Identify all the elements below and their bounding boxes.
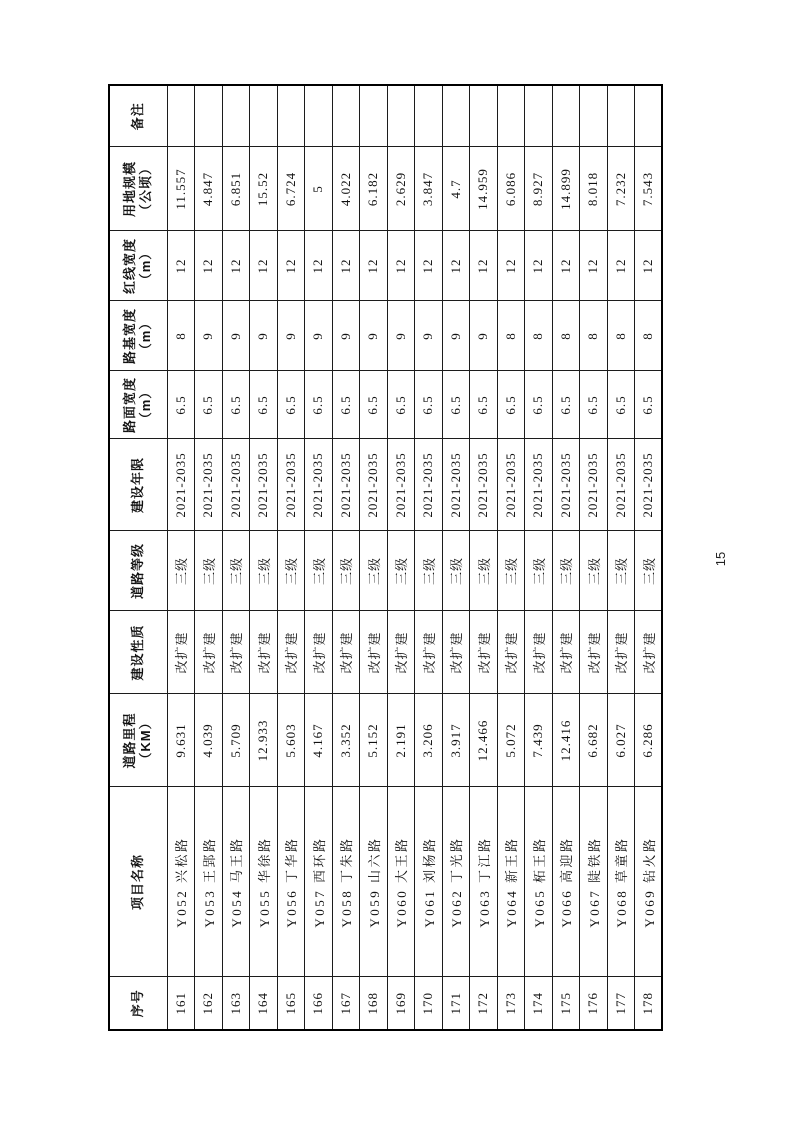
table-cell-construction-nature: 改扩建 [525,611,553,694]
column-header-land-area [109,147,167,231]
column-header-unit: （m） [138,384,154,426]
table-cell-construction-nature: 改扩建 [552,611,580,694]
table-cell-pavement-width: 6.5 [415,371,443,439]
table-cell-land-area: 4.7 [442,147,470,231]
table-cell-construction-nature: 改扩建 [387,611,415,694]
table-cell-remarks [635,85,663,147]
table-cell-road-mileage: 2.191 [387,694,415,787]
table-cell-red-line-width: 12 [332,231,360,301]
table-cell-red-line-width: 12 [525,231,553,301]
table-cell-construction-period: 2021-2035 [222,439,250,531]
table-cell-construction-period: 2021-2035 [552,439,580,531]
table-cell-pavement-width: 6.5 [250,371,278,439]
table-cell-road-mileage: 12.933 [250,694,278,787]
table-cell-road-mileage: 6.027 [607,694,635,787]
table-row [525,85,553,1030]
table-cell-roadbed-width: 9 [387,301,415,371]
table-cell-project-name: Y065 柘王路 [525,787,553,977]
table-cell-project-name: Y061 刘杨路 [415,787,443,977]
table-cell-remarks [415,85,443,147]
table-cell-pavement-width: 6.5 [387,371,415,439]
table-cell-roadbed-width: 8 [167,301,195,371]
table-row [607,85,635,1030]
table-cell-project-name: Y062 丁光路 [442,787,470,977]
table-row [277,85,305,1030]
table-cell-serial: 164 [250,977,278,1030]
table-cell-serial: 169 [387,977,415,1030]
table-cell-road-mileage: 4.039 [195,694,223,787]
column-header-roadbed-width [109,301,167,371]
table-cell-remarks [552,85,580,147]
column-header-construction-nature [109,611,167,694]
column-header-label: 路基宽度 [122,308,137,365]
table-row [195,85,223,1030]
table-cell-project-name: Y057 西环路 [305,787,333,977]
column-header-unit: （m） [138,245,154,287]
table-cell-road-mileage: 7.439 [525,694,553,787]
table-cell-road-mileage: 3.206 [415,694,443,787]
table-cell-road-mileage: 5.072 [497,694,525,787]
table-cell-construction-nature: 改扩建 [470,611,498,694]
table-cell-road-grade: 三级 [222,531,250,611]
table-cell-pavement-width: 6.5 [497,371,525,439]
table-cell-serial: 178 [635,977,663,1030]
table-cell-red-line-width: 12 [305,231,333,301]
table-cell-construction-period: 2021-2035 [525,439,553,531]
table-cell-red-line-width: 12 [470,231,498,301]
table-cell-road-grade: 三级 [552,531,580,611]
table-row [635,85,663,1030]
table-cell-road-mileage: 3.917 [442,694,470,787]
column-header-label: 建设性质 [130,624,146,681]
table-cell-remarks [497,85,525,147]
table-cell-land-area: 4.847 [195,147,223,231]
table-cell-pavement-width: 6.5 [607,371,635,439]
table-cell-construction-nature: 改扩建 [277,611,305,694]
table-cell-remarks [332,85,360,147]
table-cell-remarks [607,85,635,147]
table-cell-pavement-width: 6.5 [635,371,663,439]
table-cell-roadbed-width: 9 [222,301,250,371]
column-header-label: 道路等级 [130,543,146,600]
table-cell-roadbed-width: 9 [332,301,360,371]
table-cell-roadbed-width: 8 [497,301,525,371]
table-cell-construction-period: 2021-2035 [305,439,333,531]
table-cell-construction-period: 2021-2035 [167,439,195,531]
table-cell-road-mileage: 5.709 [222,694,250,787]
table-cell-roadbed-width: 9 [195,301,223,371]
table-cell-roadbed-width: 8 [635,301,663,371]
column-header-unit: （m） [138,315,154,357]
table-cell-remarks [250,85,278,147]
table-cell-road-grade: 三级 [167,531,195,611]
table-cell-project-name: Y064 新王路 [497,787,525,977]
table-cell-project-name: Y068 草童路 [607,787,635,977]
table-cell-remarks [442,85,470,147]
table-cell-remarks [305,85,333,147]
table-cell-serial: 165 [277,977,305,1030]
table-cell-land-area: 14.959 [470,147,498,231]
table-cell-land-area: 6.182 [360,147,388,231]
table-row [360,85,388,1030]
column-header-road-mileage [109,694,167,787]
table-cell-road-grade: 三级 [195,531,223,611]
table-row [332,85,360,1030]
table-cell-land-area: 2.629 [387,147,415,231]
table-cell-pavement-width: 6.5 [332,371,360,439]
table-cell-road-grade: 三级 [442,531,470,611]
table-cell-roadbed-width: 9 [470,301,498,371]
table-cell-road-grade: 三级 [497,531,525,611]
table-cell-red-line-width: 12 [277,231,305,301]
road-projects-table [108,84,663,1031]
table-cell-red-line-width: 12 [250,231,278,301]
table-cell-project-name: Y069 钻火路 [635,787,663,977]
table-cell-construction-nature: 改扩建 [195,611,223,694]
column-header-label: 道路里程 [122,712,137,769]
table-cell-remarks [277,85,305,147]
table-cell-road-mileage: 6.682 [580,694,608,787]
table-cell-road-grade: 三级 [580,531,608,611]
table-cell-red-line-width: 12 [415,231,443,301]
table-row [250,85,278,1030]
table-cell-project-name: Y052 兴松路 [167,787,195,977]
table-cell-construction-nature: 改扩建 [415,611,443,694]
table-cell-land-area: 8.018 [580,147,608,231]
table-cell-red-line-width: 12 [195,231,223,301]
table-cell-construction-nature: 改扩建 [607,611,635,694]
table-cell-red-line-width: 12 [497,231,525,301]
table-cell-serial: 175 [552,977,580,1030]
table-cell-red-line-width: 12 [222,231,250,301]
column-header-label: 序号 [130,989,146,1018]
table-cell-roadbed-width: 9 [442,301,470,371]
table-cell-construction-nature: 改扩建 [222,611,250,694]
table-cell-road-grade: 三级 [387,531,415,611]
column-header-road-grade [109,531,167,611]
table-cell-construction-period: 2021-2035 [442,439,470,531]
column-header-unit: （KM） [138,715,154,766]
column-header-red-line-width [109,231,167,301]
table-cell-road-mileage: 12.416 [552,694,580,787]
table-cell-road-grade: 三级 [525,531,553,611]
table-cell-red-line-width: 12 [360,231,388,301]
table-row [387,85,415,1030]
table-cell-pavement-width: 6.5 [305,371,333,439]
table-cell-land-area: 15.52 [250,147,278,231]
table-row [415,85,443,1030]
table-cell-roadbed-width: 9 [360,301,388,371]
table-cell-road-grade: 三级 [305,531,333,611]
table-cell-pavement-width: 6.5 [360,371,388,439]
table-cell-serial: 173 [497,977,525,1030]
table-cell-road-mileage: 9.631 [167,694,195,787]
table-cell-construction-nature: 改扩建 [635,611,663,694]
table-cell-pavement-width: 6.5 [525,371,553,439]
table-cell-land-area: 11.557 [167,147,195,231]
table-cell-red-line-width: 12 [607,231,635,301]
table-cell-roadbed-width: 8 [580,301,608,371]
table-cell-land-area: 3.847 [415,147,443,231]
table-cell-land-area: 8.927 [525,147,553,231]
table-cell-construction-period: 2021-2035 [635,439,663,531]
table-cell-serial: 168 [360,977,388,1030]
table-cell-road-mileage: 5.152 [360,694,388,787]
column-header-remarks [109,85,167,147]
table-cell-construction-nature: 改扩建 [167,611,195,694]
table-cell-construction-nature: 改扩建 [442,611,470,694]
table-cell-red-line-width: 12 [635,231,663,301]
table-cell-land-area: 6.086 [497,147,525,231]
table-cell-roadbed-width: 8 [552,301,580,371]
table-cell-remarks [387,85,415,147]
column-header-label: 红线宽度 [122,238,137,295]
column-header-project-name [109,787,167,977]
table-cell-pavement-width: 6.5 [195,371,223,439]
table-row [305,85,333,1030]
table-row [167,85,195,1030]
table-cell-construction-period: 2021-2035 [415,439,443,531]
table-cell-construction-period: 2021-2035 [387,439,415,531]
table-row [497,85,525,1030]
table-cell-red-line-width: 12 [580,231,608,301]
column-header-serial [109,977,167,1030]
table-cell-pavement-width: 6.5 [277,371,305,439]
table-cell-construction-period: 2021-2035 [580,439,608,531]
table-cell-land-area: 6.724 [277,147,305,231]
column-header-unit: （公顷） [138,161,154,218]
table-cell-red-line-width: 12 [552,231,580,301]
table-cell-land-area: 7.543 [635,147,663,231]
rotated-table-container [108,86,661,1031]
table-row [552,85,580,1030]
table-cell-construction-nature: 改扩建 [332,611,360,694]
table-cell-roadbed-width: 9 [250,301,278,371]
table-cell-road-mileage: 4.167 [305,694,333,787]
table-cell-roadbed-width: 9 [305,301,333,371]
table-cell-serial: 170 [415,977,443,1030]
column-header-label: 路面宽度 [122,377,137,434]
table-cell-project-name: Y053 王郢路 [195,787,223,977]
table-cell-construction-period: 2021-2035 [497,439,525,531]
table-row [580,85,608,1030]
table-cell-construction-period: 2021-2035 [250,439,278,531]
table-cell-land-area: 7.232 [607,147,635,231]
table-cell-construction-nature: 改扩建 [305,611,333,694]
table-cell-construction-period: 2021-2035 [607,439,635,531]
table-cell-construction-nature: 改扩建 [360,611,388,694]
table-cell-road-grade: 三级 [415,531,443,611]
table-cell-pavement-width: 6.5 [580,371,608,439]
table-cell-serial: 162 [195,977,223,1030]
table-cell-remarks [167,85,195,147]
table-cell-pavement-width: 6.5 [222,371,250,439]
table-cell-serial: 167 [332,977,360,1030]
column-header-label: 备注 [130,102,146,131]
table-cell-land-area: 4.022 [332,147,360,231]
table-cell-roadbed-width: 8 [525,301,553,371]
table-cell-road-mileage: 12.466 [470,694,498,787]
table-cell-serial: 171 [442,977,470,1030]
column-header-label: 用地规模 [122,161,137,218]
table-cell-serial: 163 [222,977,250,1030]
table-cell-road-grade: 三级 [332,531,360,611]
column-header-pavement-width [109,371,167,439]
table-cell-construction-nature: 改扩建 [580,611,608,694]
table-row [222,85,250,1030]
table-cell-red-line-width: 12 [387,231,415,301]
table-cell-roadbed-width: 8 [607,301,635,371]
table-cell-construction-nature: 改扩建 [250,611,278,694]
table-cell-land-area: 6.851 [222,147,250,231]
table-cell-remarks [470,85,498,147]
table-cell-road-mileage: 5.603 [277,694,305,787]
table-cell-project-name: Y066 高迎路 [552,787,580,977]
table-cell-project-name: Y056 丁华路 [277,787,305,977]
table-cell-serial: 172 [470,977,498,1030]
table-cell-project-name: Y059 山六路 [360,787,388,977]
table-cell-project-name: Y054 马王路 [222,787,250,977]
table-cell-road-mileage: 3.352 [332,694,360,787]
table-cell-land-area: 14.899 [552,147,580,231]
table-cell-remarks [360,85,388,147]
table-cell-road-grade: 三级 [360,531,388,611]
table-cell-project-name: Y063 丁江路 [470,787,498,977]
table-cell-roadbed-width: 9 [277,301,305,371]
table-cell-road-grade: 三级 [635,531,663,611]
table-row [442,85,470,1030]
page-number: 15 [713,551,728,567]
table-cell-project-name: Y060 大王路 [387,787,415,977]
table-cell-serial: 177 [607,977,635,1030]
table-cell-pavement-width: 6.5 [167,371,195,439]
table-cell-remarks [525,85,553,147]
table-cell-land-area: 5 [305,147,333,231]
table-cell-construction-period: 2021-2035 [332,439,360,531]
table-cell-remarks [580,85,608,147]
table-cell-serial: 174 [525,977,553,1030]
table-cell-remarks [195,85,223,147]
table-cell-road-mileage: 6.286 [635,694,663,787]
table-cell-project-name: Y067 陡铁路 [580,787,608,977]
table-cell-project-name: Y058 丁朱路 [332,787,360,977]
table-cell-serial: 176 [580,977,608,1030]
column-header-label: 项目名称 [130,854,146,911]
table-cell-road-grade: 三级 [277,531,305,611]
table-header-row [109,85,167,1030]
table-body [167,85,662,1030]
table-row [470,85,498,1030]
column-header-construction-period [109,439,167,531]
table-cell-pavement-width: 6.5 [470,371,498,439]
column-header-label: 建设年限 [130,457,146,514]
table-cell-construction-period: 2021-2035 [277,439,305,531]
table-cell-construction-period: 2021-2035 [360,439,388,531]
table-cell-project-name: Y055 华徐路 [250,787,278,977]
table-cell-red-line-width: 12 [442,231,470,301]
table-cell-pavement-width: 6.5 [552,371,580,439]
table-cell-serial: 166 [305,977,333,1030]
table-cell-red-line-width: 12 [167,231,195,301]
table-cell-construction-period: 2021-2035 [470,439,498,531]
table-cell-road-grade: 三级 [607,531,635,611]
table-cell-road-grade: 三级 [250,531,278,611]
table-cell-construction-nature: 改扩建 [497,611,525,694]
table-cell-road-grade: 三级 [470,531,498,611]
table-cell-pavement-width: 6.5 [442,371,470,439]
table-cell-construction-period: 2021-2035 [195,439,223,531]
table-cell-remarks [222,85,250,147]
table-cell-roadbed-width: 9 [415,301,443,371]
table-cell-serial: 161 [167,977,195,1030]
